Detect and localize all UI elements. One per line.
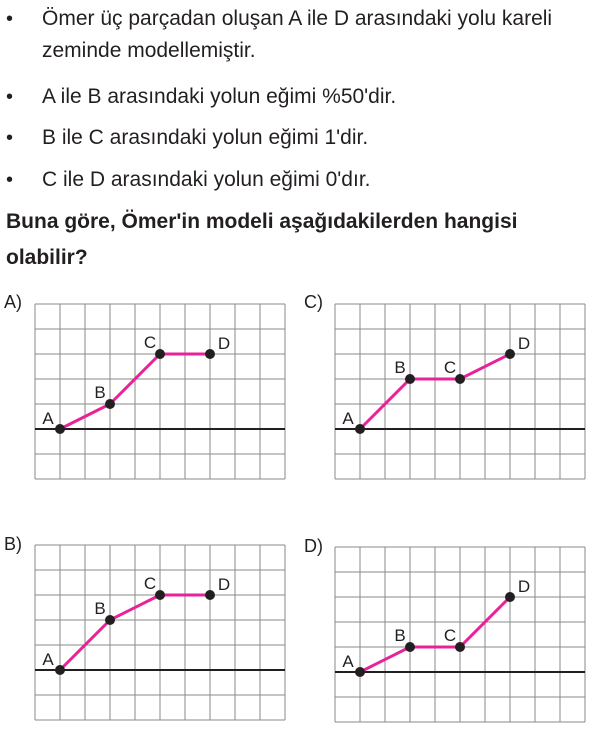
point-d-label: D xyxy=(517,577,531,596)
option-c-label: C) xyxy=(304,292,323,312)
question-text: Buna göre, Ömer'in modeli aşağıdakilerden hangisi olabilir? xyxy=(6,210,518,269)
point-c-label: C xyxy=(443,626,457,645)
point-d-label: D xyxy=(517,334,531,353)
point-d-marker xyxy=(205,590,215,600)
bullet-symbol: • xyxy=(6,86,14,108)
point-c-label: C xyxy=(143,333,157,352)
point-d-label: D xyxy=(217,334,231,353)
bullet-symbol: • xyxy=(6,127,14,149)
bullet-text-4: C ile D arasındaki yolun eğimi 0'dır. xyxy=(42,168,371,191)
point-c-label: C xyxy=(143,574,157,593)
option-d-grid xyxy=(332,544,588,726)
option-b-grid xyxy=(32,542,288,724)
point-b-marker xyxy=(105,399,115,409)
point-a-marker xyxy=(355,424,365,434)
point-d-marker xyxy=(505,592,515,602)
point-a-label: A xyxy=(42,650,54,669)
point-b-label: B xyxy=(394,358,406,377)
point-c-label: C xyxy=(443,358,457,377)
bullet-symbol: • xyxy=(6,8,14,30)
point-c-marker xyxy=(155,349,165,359)
option-b-label: B) xyxy=(4,534,22,554)
point-a-label: A xyxy=(42,409,54,428)
point-b-marker xyxy=(405,642,415,652)
option-a-grid xyxy=(32,301,288,483)
point-b-marker xyxy=(105,615,115,625)
point-a-label: A xyxy=(342,409,354,428)
bullet-symbol: • xyxy=(6,169,14,191)
point-a-marker xyxy=(55,424,65,434)
bullet-text-3: B ile C arasındaki yolun eğimi 1'dir. xyxy=(42,126,369,149)
option-a-label: A) xyxy=(4,292,22,312)
point-b-label: B xyxy=(94,599,106,618)
point-b-label: B xyxy=(94,383,106,402)
point-c-marker xyxy=(455,642,465,652)
point-a-label: A xyxy=(342,652,354,671)
bullet-text-1: Ömer üç parçadan oluşan A ile D arasındaki yolu kareli zeminde modellemiştir. xyxy=(42,7,553,62)
point-d-marker xyxy=(205,349,215,359)
point-d-label: D xyxy=(217,575,231,594)
point-c-marker xyxy=(155,590,165,600)
point-b-label: B xyxy=(394,626,406,645)
point-a-marker xyxy=(355,667,365,677)
point-a-marker xyxy=(55,665,65,675)
point-c-marker xyxy=(455,374,465,384)
option-c-grid xyxy=(332,301,588,483)
bullet-text-2: A ile B arasındaki yolun eğimi %50'dir. xyxy=(42,85,397,108)
point-b-marker xyxy=(405,374,415,384)
option-d-label: D) xyxy=(304,536,323,556)
point-d-marker xyxy=(505,349,515,359)
